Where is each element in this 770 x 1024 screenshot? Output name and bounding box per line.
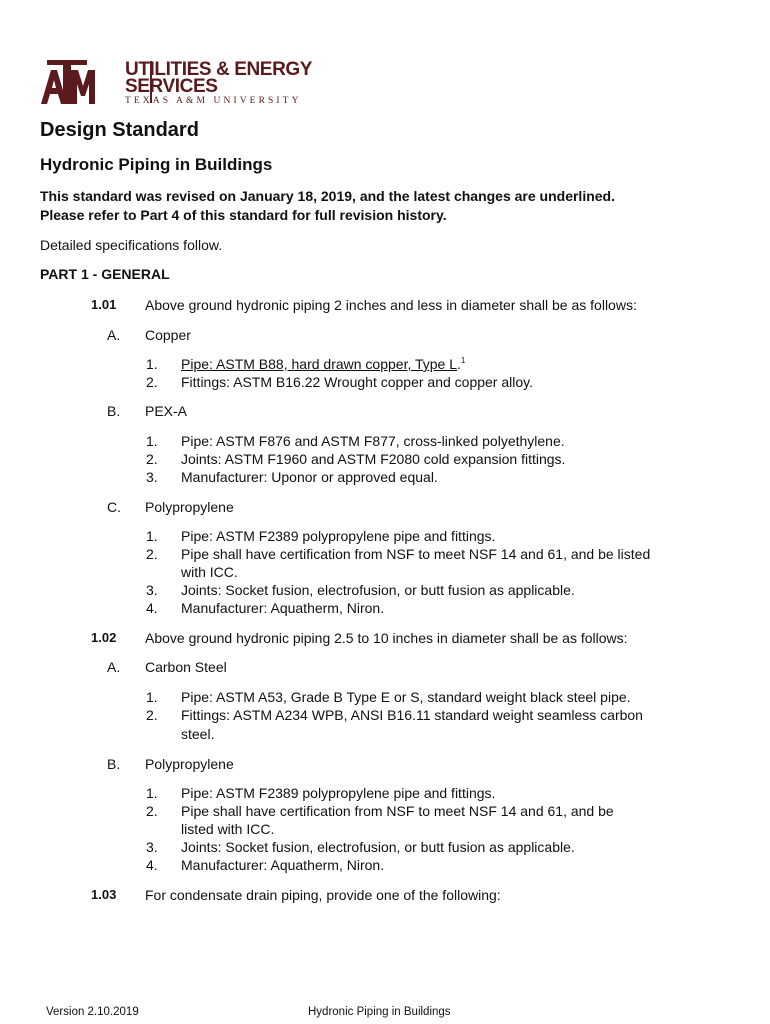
list-item-number: 3. — [146, 839, 158, 855]
subsection-letter: B. — [107, 403, 121, 419]
list-item-number: 3. — [146, 469, 158, 485]
list-item-continuation: with ICC. — [181, 564, 238, 580]
subsection-title: Polypropylene — [145, 499, 234, 515]
list-item-number: 1. — [146, 433, 158, 449]
list-item: Pipe: ASTM F876 and ASTM F877, cross-linked polyethylene. — [181, 433, 565, 449]
list-item: Pipe: ASTM F2389 polypropylene pipe and fittings. — [181, 528, 496, 544]
list-item: Joints: Socket fusion, electrofusion, or butt fusion as applicable. — [181, 839, 575, 855]
list-item: Pipe: ASTM A53, Grade B Type E or S, standard weight black steel pipe. — [181, 689, 631, 705]
list-item-continuation: steel. — [181, 726, 215, 742]
list-item-number: 2. — [146, 451, 158, 467]
atm-logo-icon — [41, 60, 97, 104]
list-item: Fittings: ASTM A234 WPB, ANSI B16.11 standard weight seamless carbon — [181, 707, 643, 723]
section-text: Above ground hydronic piping 2 inches and less in diameter shall be as follows: — [145, 297, 637, 313]
section-number: 1.02 — [91, 630, 117, 645]
section-number: 1.03 — [91, 887, 117, 902]
list-item-number: 2. — [146, 546, 158, 562]
section-text: Above ground hydronic piping 2.5 to 10 inches in diameter shall be as follows: — [145, 630, 628, 646]
logo-line-university: TEXAS A&M UNIVERSITY — [125, 96, 302, 106]
list-item-number: 4. — [146, 600, 158, 616]
footnote-marker: 1 — [460, 356, 466, 365]
underlined-revision-text: Pipe: ASTM B88, hard drawn copper, Type L — [181, 356, 458, 372]
revision-notice-line2: Please refer to Part 4 of this standard for full revision history. — [40, 207, 447, 223]
list-item: Fittings: ASTM B16.22 Wrought copper and copper alloy. — [181, 374, 534, 390]
section-text: For condensate drain piping, provide one of the following: — [145, 887, 501, 903]
subsection-letter: A. — [107, 327, 121, 343]
footer-version: Version 2.10.2019 — [46, 1006, 139, 1018]
list-item-continuation: listed with ICC. — [181, 821, 275, 837]
logo-line-utilities: UTILITIES & ENERGY — [125, 59, 313, 80]
list-item-number: 2. — [146, 803, 158, 819]
subsection-letter: C. — [107, 499, 121, 515]
subsection-letter: B. — [107, 756, 121, 772]
subsection-title: PEX-A — [145, 403, 188, 419]
list-item: Pipe: ASTM F2389 polypropylene pipe and fittings. — [181, 785, 496, 801]
list-item-number: 1. — [146, 785, 158, 801]
revision-notice-line1: This standard was revised on January 18, 2019, and the latest changes are underlined. — [40, 188, 615, 204]
subsection-title: Polypropylene — [145, 756, 234, 772]
list-item-number: 4. — [146, 857, 158, 873]
list-item: Manufacturer: Uponor or approved equal. — [181, 469, 438, 485]
subsection-title: Carbon Steel — [145, 659, 227, 675]
section-number: 1.01 — [91, 297, 117, 312]
page-title: Design Standard — [40, 119, 199, 141]
list-item: Manufacturer: Aquatherm, Niron. — [181, 600, 385, 616]
list-item: Manufacturer: Aquatherm, Niron. — [181, 857, 385, 873]
list-item-number: 2. — [146, 707, 158, 723]
intro-text: Detailed specifications follow. — [40, 237, 223, 253]
revision-notice — [40, 187, 680, 225]
subsection-letter: A. — [107, 659, 121, 675]
list-item: Pipe: ASTM B88, hard drawn copper, Type L.$^1$ — [181, 356, 466, 372]
list-item: Joints: Socket fusion, electrofusion, or butt fusion as applicable. — [181, 582, 575, 598]
list-item: Pipe shall have certification from NSF to meet NSF 14 and 61, and be listed — [181, 546, 651, 562]
logo-line-services: SERVICES — [125, 76, 218, 97]
list-item-number: 1. — [146, 689, 158, 705]
part-heading: PART 1 - GENERAL — [40, 266, 170, 282]
list-item: Joints: ASTM F1960 and ASTM F2080 cold expansion fittings. — [181, 451, 566, 467]
subsection-title: Copper — [145, 327, 191, 343]
list-item-number: 1. — [146, 356, 158, 372]
list-item-number: 3. — [146, 582, 158, 598]
list-item-number: 1. — [146, 528, 158, 544]
list-item-number: 2. — [146, 374, 158, 390]
tamu-utilities-logo — [41, 57, 341, 107]
footer-doc-title: Hydronic Piping in Buildings — [308, 1006, 451, 1018]
page-subtitle: Hydronic Piping in Buildings — [40, 155, 273, 174]
list-item: Pipe shall have certification from NSF to meet NSF 14 and 61, and be — [181, 803, 614, 819]
